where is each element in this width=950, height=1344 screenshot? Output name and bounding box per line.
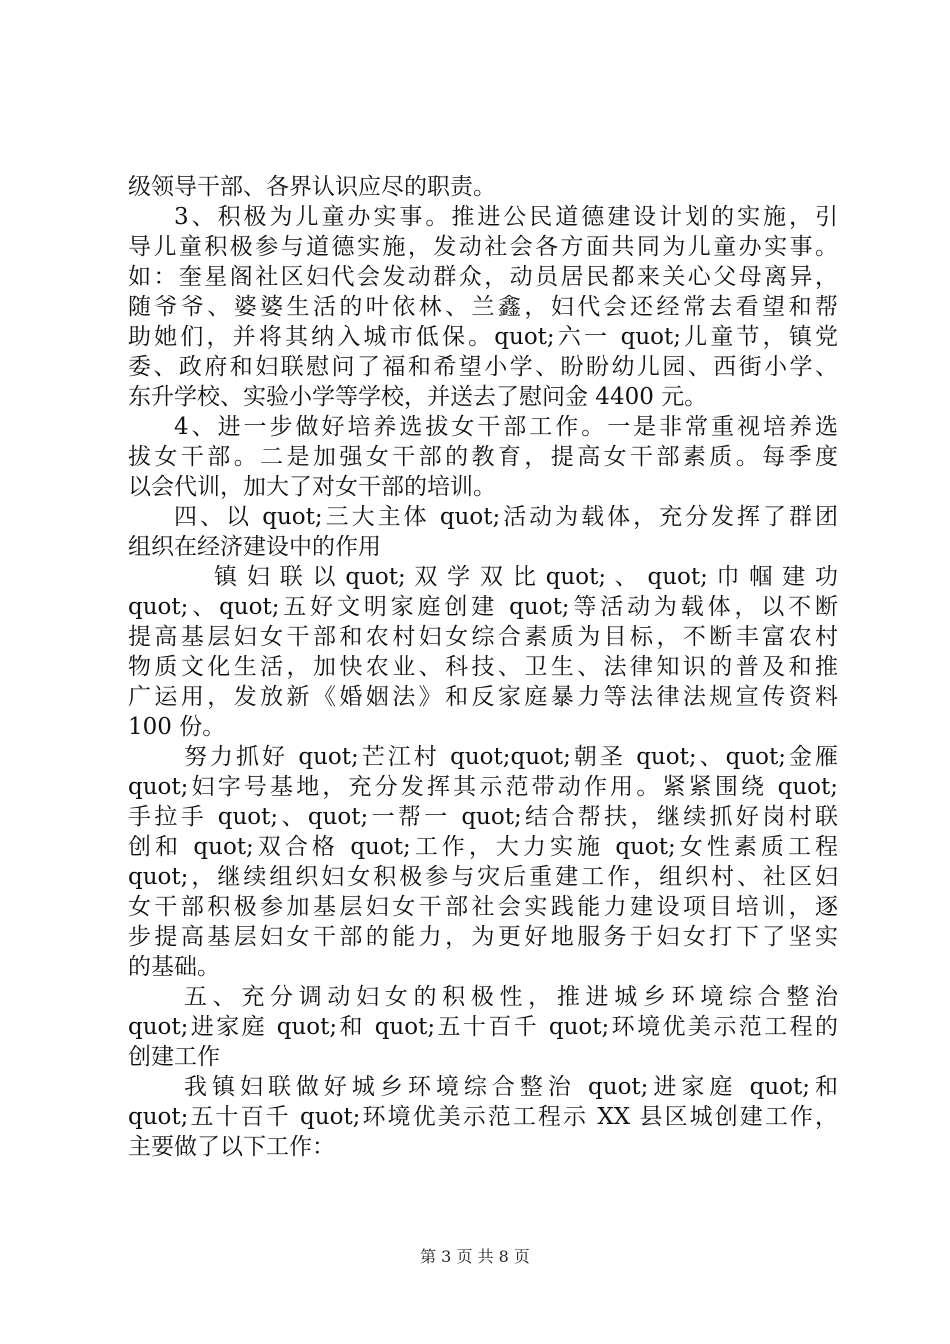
text-line: 物质文化生活，加快农业、科技、卫生、法律知识的普及和推 <box>128 654 838 680</box>
text-line: 创建工作 <box>128 1044 220 1070</box>
text-line: 创和 quot;双合格 quot;工作，大力实施 quot;女性素质工程 <box>128 834 838 860</box>
text-line: 广运用，发放新《婚姻法》和反家庭暴力等法律法规宣传资料 <box>128 684 838 710</box>
page-number-footer: 第 3 页 共 8 页 <box>420 1247 530 1266</box>
text-line: 组织在经济建设中的作用 <box>128 534 381 560</box>
text-line: 女干部积极参加基层妇女干部社会实践能力建设项目培训，逐 <box>128 894 838 920</box>
text-line: quot;五十百千 quot;环境优美示范工程示 XX 县区城创建工作， <box>128 1104 838 1130</box>
text-line: 步提高基层妇女干部的能力，为更好地服务于妇女打下了坚实 <box>128 924 838 950</box>
text-line: 我镇妇联做好城乡环境综合整治 quot;进家庭 quot;和 <box>184 1074 838 1100</box>
text-line: 四、以 quot;三大主体 quot;活动为载体，充分发挥了群团 <box>174 504 838 530</box>
text-line: quot;进家庭 quot;和 quot;五十百千 quot;环境优美示范工程的 <box>128 1014 838 1040</box>
text-line: 100 份。 <box>128 714 226 740</box>
text-line: 助她们，并将其纳入城市低保。quot;六一 quot;儿童节，镇党 <box>128 324 838 350</box>
text-line: 的基础。 <box>128 954 220 980</box>
text-line: 以会代训，加大了对女干部的培训。 <box>128 474 496 500</box>
text-line: 委、政府和妇联慰问了福和希望小学、盼盼幼儿园、西街小学、 <box>128 354 838 380</box>
text-line: 级领导干部、各界认识应尽的职责。 <box>128 174 496 200</box>
text-line: quot;，继续组织妇女积极参与灾后重建工作，组织村、社区妇 <box>128 864 838 890</box>
text-line: 4、进一步做好培养选拔女干部工作。一是非常重视培养选 <box>174 414 838 440</box>
text-line: 手拉手 quot;、quot;一帮一 quot;结合帮扶，继续抓好岗村联 <box>128 804 838 830</box>
text-line: 拔女干部。二是加强女干部的教育，提高女干部素质。每季度 <box>128 444 838 470</box>
text-line: quot;、quot;五好文明家庭创建 quot;等活动为载体，以不断 <box>128 594 838 620</box>
text-line: 主要做了以下工作： <box>128 1134 335 1160</box>
document-body <box>128 172 838 1162</box>
text-line: 如：奎星阁社区妇代会发动群众，动员居民都来关心父母离异， <box>128 264 838 290</box>
text-line: 3、积极为儿童办实事。推进公民道德建设计划的实施，引 <box>174 204 838 230</box>
text-line: 镇 妇 联 以 quot; 双 学 双 比 quot; 、 quot; 巾 帼 建 功 <box>214 564 838 590</box>
text-line: quot;妇字号基地，充分发挥其示范带动作用。紧紧围绕 quot; <box>128 774 838 800</box>
text-line: 东升学校、实验小学等学校，并送去了慰问金 4400 元。 <box>128 384 708 410</box>
text-line: 随爷爷、婆婆生活的叶依林、兰鑫，妇代会还经常去看望和帮 <box>128 294 838 320</box>
text-line: 提高基层妇女干部和农村妇女综合素质为目标，不断丰富农村 <box>128 624 838 650</box>
text-line: 导儿童积极参与道德实施，发动社会各方面共同为儿童办实事。 <box>128 234 838 260</box>
text-line: 努力抓好 quot;芒江村 quot;quot;朝圣 quot;、quot;金雁 <box>184 744 838 770</box>
text-line: 五、充分调动妇女的积极性，推进城乡环境综合整治 <box>184 984 838 1010</box>
